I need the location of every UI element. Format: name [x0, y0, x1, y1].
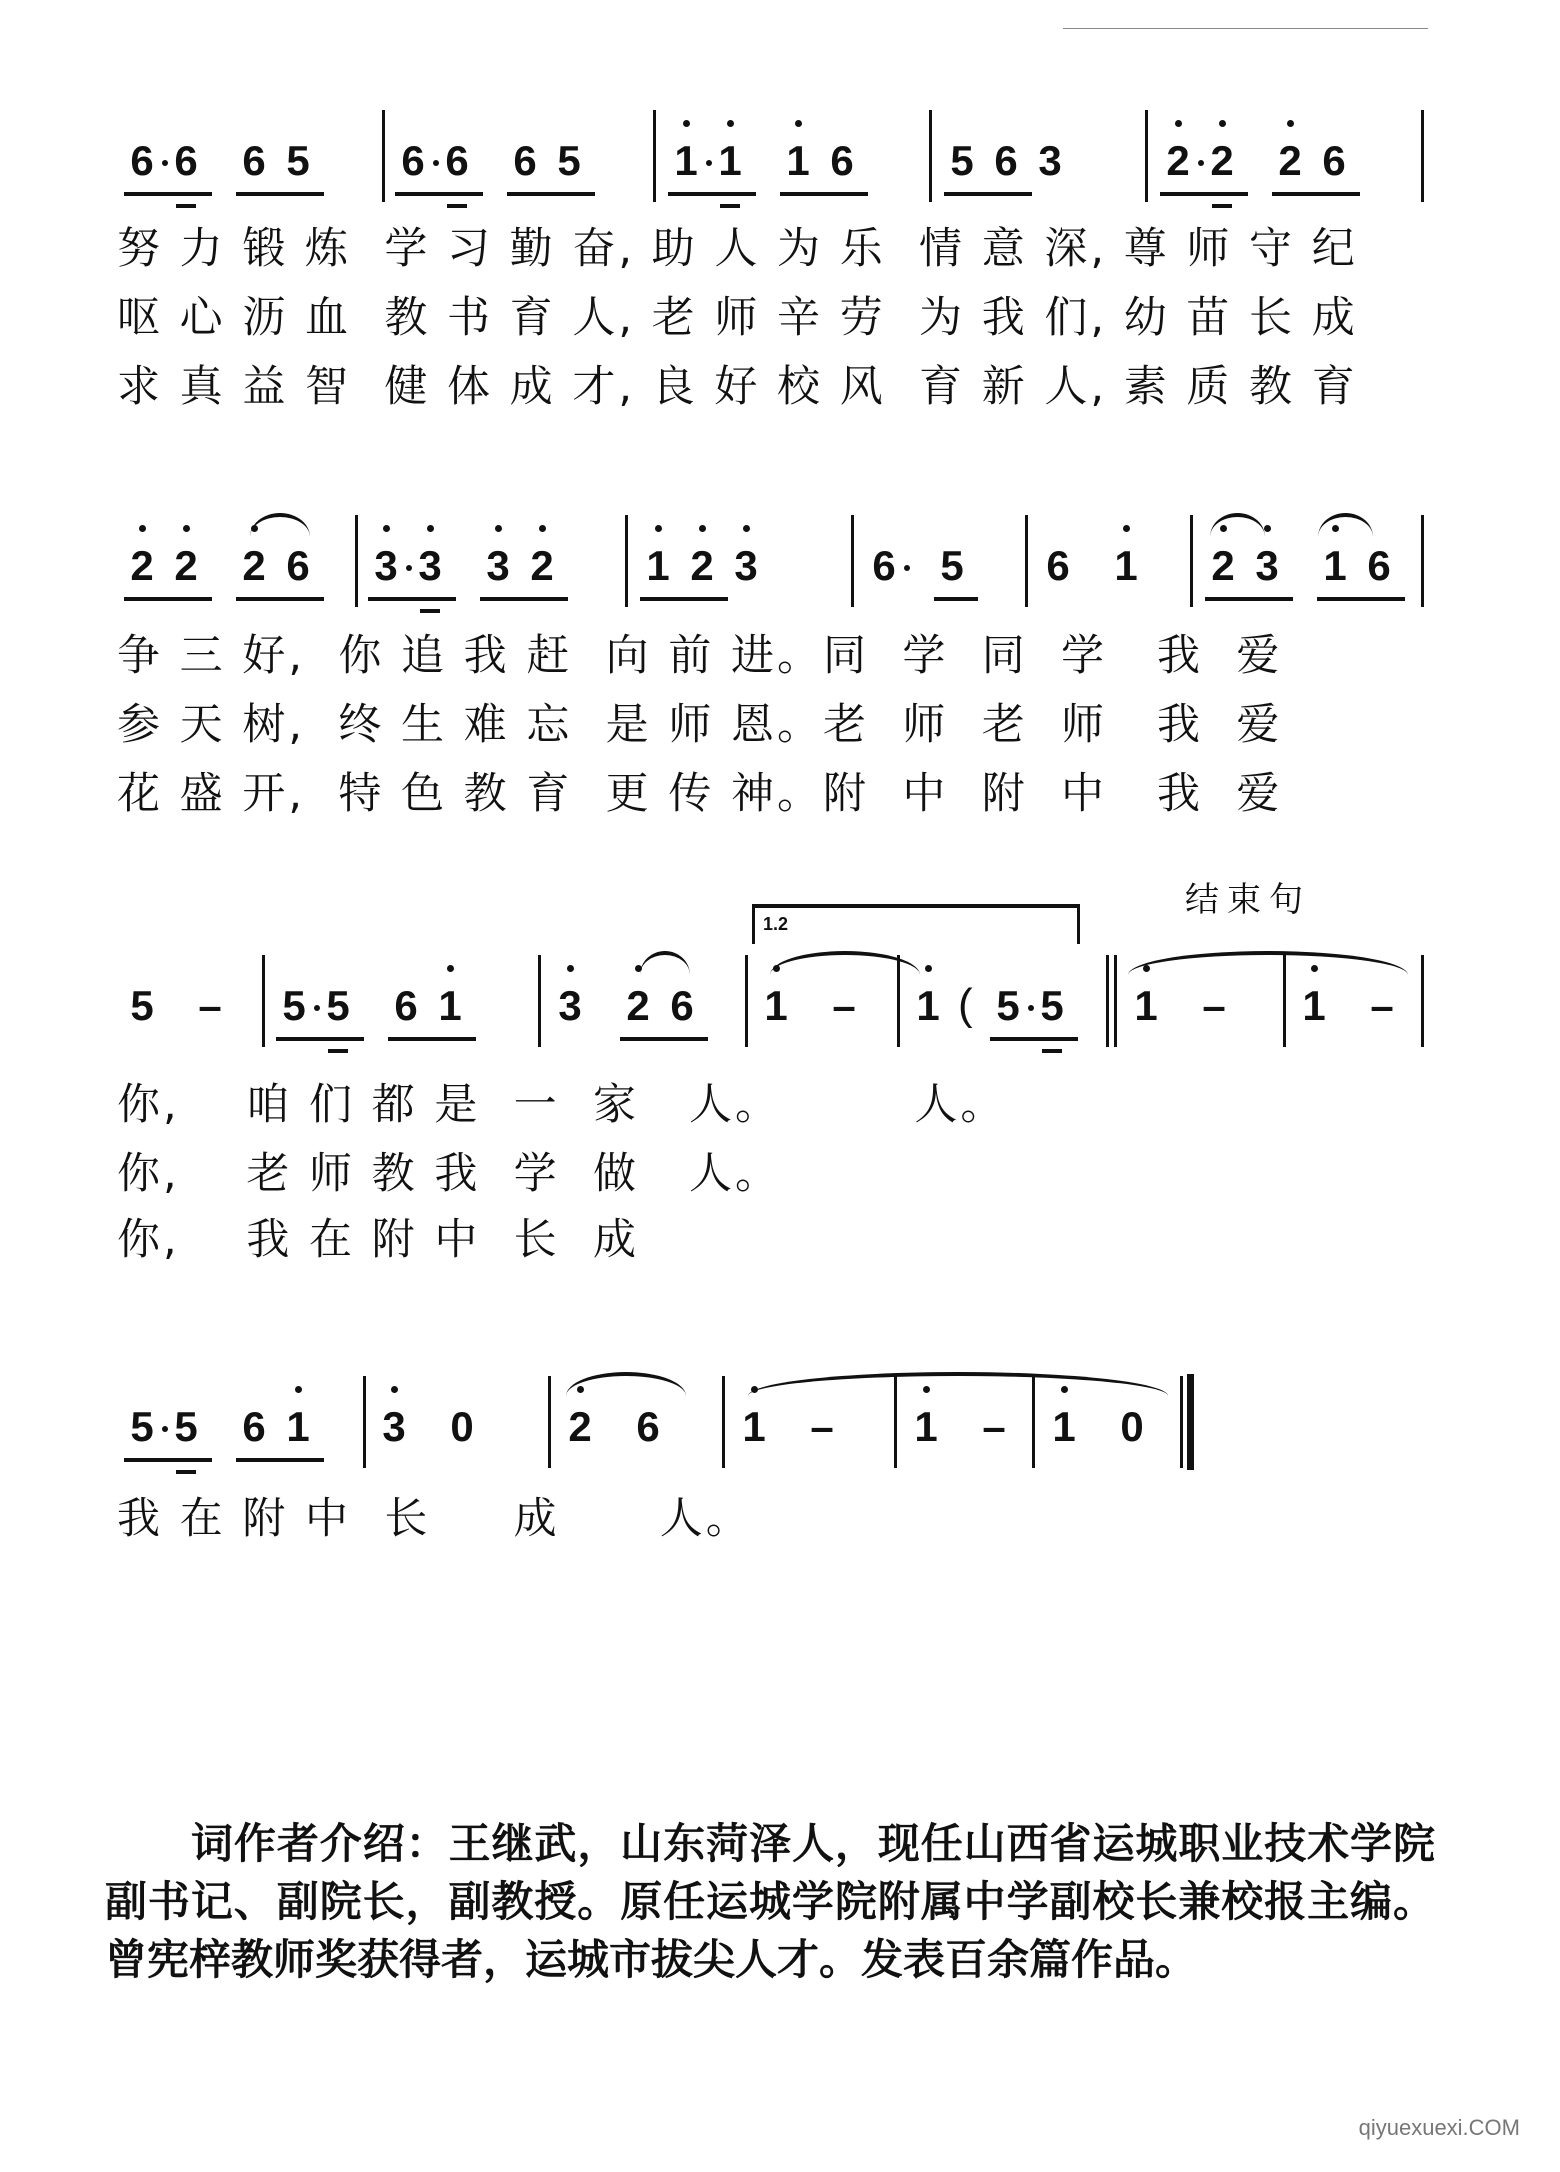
volta-label: 1.2 [763, 914, 789, 934]
note-digit: 5 [996, 982, 1020, 1029]
lyric-line: 争 三 好, 你 追 我 赶 向 前 进。同 学 同 学 我 爱 [117, 631, 1283, 681]
octave-dot [1264, 525, 1271, 532]
note-digit: 3 [1038, 137, 1062, 184]
lyric-line: 你, 老 师 教 我 学 做 人。 [117, 1149, 782, 1199]
measure [124, 110, 348, 210]
note-digit: 3 [558, 982, 582, 1029]
octave-dot [683, 120, 690, 127]
barline [929, 110, 932, 202]
measure [1040, 515, 1176, 615]
note [944, 110, 980, 210]
measure [910, 955, 1078, 1055]
underline [640, 597, 684, 601]
note [640, 515, 676, 615]
note-digit: 1 [286, 1403, 310, 1450]
measure [866, 515, 978, 615]
barline [262, 955, 265, 1047]
note-digit: 2 [690, 542, 714, 589]
note-digit: 2 [1211, 542, 1235, 589]
note-digit: – [982, 1403, 1006, 1450]
measure [1160, 110, 1384, 210]
note-digit: – [810, 1403, 834, 1450]
note [524, 515, 560, 615]
note [1272, 110, 1308, 210]
underline [439, 192, 483, 196]
note-digit: 1 [742, 1403, 766, 1450]
underline [447, 204, 467, 208]
note-digit: 6 [242, 137, 266, 184]
note [388, 955, 424, 1055]
note [124, 1376, 160, 1476]
note-digit: 2 [130, 542, 154, 589]
notation-row-4 [0, 1376, 1500, 1486]
underline [168, 597, 212, 601]
note [1160, 110, 1196, 210]
measure [124, 515, 348, 615]
top-rule [1063, 28, 1428, 29]
underline [236, 192, 280, 196]
underline [176, 1470, 196, 1474]
watermark: qiyuexuexi.COM [1358, 2115, 1520, 2140]
note [432, 955, 468, 1055]
underline [1204, 192, 1248, 196]
note [1316, 110, 1352, 210]
note-digit: 0 [1120, 1403, 1144, 1450]
note-digit: 3 [486, 542, 510, 589]
note [866, 515, 902, 615]
note [1032, 110, 1068, 210]
note [320, 955, 356, 1055]
bio-text: 词作者介绍：王继武，山东菏泽人，现任山西省运城职业技术学院副书记、副院长，副教授。原任运城学院附属中学副校长兼校报主编。曾宪梓教师奖获得者，运城市拔尖人才。发表百余篇作品。 [105, 1819, 1435, 1984]
underline [280, 597, 324, 601]
note-digit: 0 [450, 1403, 474, 1450]
note-digit: 5 [557, 137, 581, 184]
notation-row-2 [0, 515, 1500, 625]
barline [851, 515, 854, 607]
barline [653, 110, 656, 202]
lyric-line: 我 在 附 中 长 成 人。 [117, 1494, 752, 1544]
octave-dot [447, 965, 454, 972]
note-digit: 1 [786, 137, 810, 184]
barline [722, 1376, 725, 1468]
barline [548, 1376, 551, 1468]
note-digit: 6 [670, 982, 694, 1029]
measure [944, 110, 1100, 210]
underline [168, 1458, 212, 1462]
note [684, 515, 720, 615]
note-digit: 6 [394, 982, 418, 1029]
octave-dot [427, 525, 434, 532]
note [444, 1376, 480, 1476]
repeat-paren: ( [958, 980, 973, 1029]
underline [280, 192, 324, 196]
underline [124, 192, 168, 196]
measure [124, 955, 260, 1055]
lyric-line: 呕 心 沥 血 教 书 育 人, 老 师 辛 劳 为 我 们, 幼 苗 长 成 [117, 293, 1358, 343]
note-digit: 6 [1322, 137, 1346, 184]
note [368, 515, 404, 615]
note-digit: 1 [1302, 982, 1326, 1029]
note-digit: 5 [950, 137, 974, 184]
volta-bracket [752, 904, 1080, 944]
underline [124, 597, 168, 601]
note-digit: 6 [830, 137, 854, 184]
underline [1317, 597, 1361, 601]
note-digit: 6 [872, 542, 896, 589]
note [280, 110, 316, 210]
note-digit: 6 [994, 137, 1018, 184]
note-digit: 2 [1210, 137, 1234, 184]
underline [1249, 597, 1293, 601]
note [824, 110, 860, 210]
octave-dot [1287, 120, 1294, 127]
note-digit: 6 [1367, 542, 1391, 589]
note [712, 110, 748, 210]
measure [124, 1376, 348, 1476]
octave-dot [295, 1386, 302, 1393]
underline [432, 1037, 476, 1041]
barline [1145, 110, 1148, 202]
octave-dot [727, 120, 734, 127]
note [728, 515, 764, 615]
note-digit: 6 [636, 1403, 660, 1450]
octave-dot [495, 525, 502, 532]
note-digit: 2 [568, 1403, 592, 1450]
underline [368, 597, 412, 601]
measure [640, 515, 796, 615]
note [168, 110, 204, 210]
note-digit: 5 [1040, 982, 1064, 1029]
note-digit: 3 [374, 542, 398, 589]
underline [551, 192, 595, 196]
underline [176, 204, 196, 208]
note-digit: – [198, 982, 222, 1029]
underline [664, 1037, 708, 1041]
lyricist-bio [105, 1815, 1435, 1989]
octave-dot [567, 965, 574, 972]
underline [684, 597, 728, 601]
barline [1106, 955, 1109, 1047]
note [1204, 110, 1240, 210]
lyric-line: 你, 我 在 附 中 长 成 [117, 1215, 640, 1265]
note-digit: 1 [1052, 1403, 1076, 1450]
note-digit: 1 [764, 982, 788, 1029]
measure [395, 110, 619, 210]
note-digit: 5 [130, 982, 154, 1029]
measure [276, 955, 500, 1055]
underline [507, 192, 551, 196]
note-digit: 3 [418, 542, 442, 589]
note-digit: – [1370, 982, 1394, 1029]
note [395, 110, 431, 210]
octave-dot [1175, 120, 1182, 127]
note-digit: 1 [916, 982, 940, 1029]
note-digit: 3 [382, 1403, 406, 1450]
note [124, 110, 160, 210]
note-digit: 2 [626, 982, 650, 1029]
underline [780, 192, 824, 196]
note-digit: 2 [174, 542, 198, 589]
octave-dot [655, 525, 662, 532]
octave-dot [539, 525, 546, 532]
note-digit: 6 [242, 1403, 266, 1450]
note-digit: 5 [130, 1403, 154, 1450]
note [168, 515, 204, 615]
octave-dot [925, 965, 932, 972]
underline [236, 1458, 280, 1462]
underline [944, 192, 988, 196]
dash [192, 955, 228, 1055]
note [412, 515, 448, 615]
octave-dot [795, 120, 802, 127]
underline [1160, 192, 1204, 196]
note-digit: – [1202, 982, 1226, 1029]
note [990, 955, 1026, 1055]
underline [168, 192, 212, 196]
underline [320, 1037, 364, 1041]
lyric-line: 参 天 树, 终 生 难 忘 是 师 恩。老 师 老 师 我 爱 [117, 700, 1283, 750]
octave-dot [183, 525, 190, 532]
underline [280, 1458, 324, 1462]
underline [524, 597, 568, 601]
note [480, 515, 516, 615]
measure [668, 110, 892, 210]
note [1034, 955, 1070, 1055]
measure [368, 515, 592, 615]
note [780, 110, 816, 210]
underline [720, 204, 740, 208]
barline [1190, 515, 1193, 607]
note [668, 110, 704, 210]
note [280, 1376, 316, 1476]
octave-dot [139, 525, 146, 532]
note-digit: 1 [718, 137, 742, 184]
note-digit: 1 [674, 137, 698, 184]
barline [355, 515, 358, 607]
underline [620, 1037, 664, 1041]
note [168, 1376, 204, 1476]
note [124, 515, 160, 615]
note-digit: 1 [1134, 982, 1158, 1029]
note [236, 110, 272, 210]
note-digit: 5 [326, 982, 350, 1029]
note-digit: 1 [1114, 542, 1138, 589]
lyric-line: 你, 咱 们 都 是 一 家 人。 人。 [117, 1080, 1007, 1130]
lyric-line: 求 真 益 智 健 体 成 才, 良 好 校 风 育 新 人, 素 质 教 育 [117, 362, 1358, 412]
barline [1421, 110, 1424, 202]
note-digit: 5 [282, 982, 306, 1029]
underline [1034, 1037, 1078, 1041]
note [439, 110, 475, 210]
note [552, 955, 588, 1055]
underline [124, 1458, 168, 1462]
underline [934, 597, 978, 601]
underline [276, 1037, 320, 1041]
barline [625, 515, 628, 607]
barline [538, 955, 541, 1047]
underline [1361, 597, 1405, 601]
notation-row-3 [0, 955, 1500, 1065]
underline [328, 1049, 348, 1053]
note [988, 110, 1024, 210]
underline [1042, 1049, 1062, 1053]
octave-dot [383, 525, 390, 532]
lyric-line: 努 力 锻 炼 学 习 勤 奋, 助 人 为 乐 情 意 深, 尊 师 守 纪 [117, 224, 1358, 274]
note-digit: 2 [1166, 137, 1190, 184]
note [124, 955, 160, 1055]
note-digit: 1 [1323, 542, 1347, 589]
underline [388, 1037, 432, 1041]
note [934, 515, 970, 615]
note [507, 110, 543, 210]
underline [1316, 192, 1360, 196]
octave-dot [699, 525, 706, 532]
note-digit: – [832, 982, 856, 1029]
augmentation-dot [904, 565, 910, 571]
note [1108, 515, 1144, 615]
note-digit: 1 [914, 1403, 938, 1450]
underline [412, 597, 456, 601]
underline [712, 192, 756, 196]
lyric-line: 花 盛 开, 特 色 教 育 更 传 神。附 中 附 中 我 爱 [117, 769, 1283, 819]
note-digit: 6 [445, 137, 469, 184]
underline [1212, 204, 1232, 208]
note [376, 1376, 412, 1476]
note-digit: 5 [940, 542, 964, 589]
barline [382, 110, 385, 202]
note-digit: 6 [1046, 542, 1070, 589]
underline [990, 1037, 1034, 1041]
note-digit: 6 [513, 137, 537, 184]
note-digit: 6 [401, 137, 425, 184]
barline [363, 1376, 366, 1468]
note [551, 110, 587, 210]
underline [395, 192, 439, 196]
barline [745, 955, 748, 1047]
underline [1272, 192, 1316, 196]
note-digit: 6 [286, 542, 310, 589]
note [236, 1376, 272, 1476]
underline [480, 597, 524, 601]
note [276, 955, 312, 1055]
note-digit: 6 [130, 137, 154, 184]
underline [824, 192, 868, 196]
underline [668, 192, 712, 196]
note-digit: 5 [174, 1403, 198, 1450]
octave-dot [743, 525, 750, 532]
underline [988, 192, 1032, 196]
note-digit: 1 [646, 542, 670, 589]
note-digit: 5 [286, 137, 310, 184]
measure [376, 1376, 512, 1476]
notation-row-1 [0, 110, 1500, 220]
note-digit: 1 [438, 982, 462, 1029]
note-digit: 2 [530, 542, 554, 589]
note-digit: 2 [1278, 137, 1302, 184]
underline [1205, 597, 1249, 601]
note-digit: 3 [1255, 542, 1279, 589]
underline [236, 597, 280, 601]
note-digit: 2 [242, 542, 266, 589]
note-digit: 6 [174, 137, 198, 184]
note [1040, 515, 1076, 615]
octave-dot [391, 1386, 398, 1393]
octave-dot [1219, 120, 1226, 127]
note-digit: 3 [734, 542, 758, 589]
octave-dot [1123, 525, 1130, 532]
underline [420, 609, 440, 613]
ending-label: 结束句 [1185, 880, 1311, 920]
barline [1025, 515, 1028, 607]
